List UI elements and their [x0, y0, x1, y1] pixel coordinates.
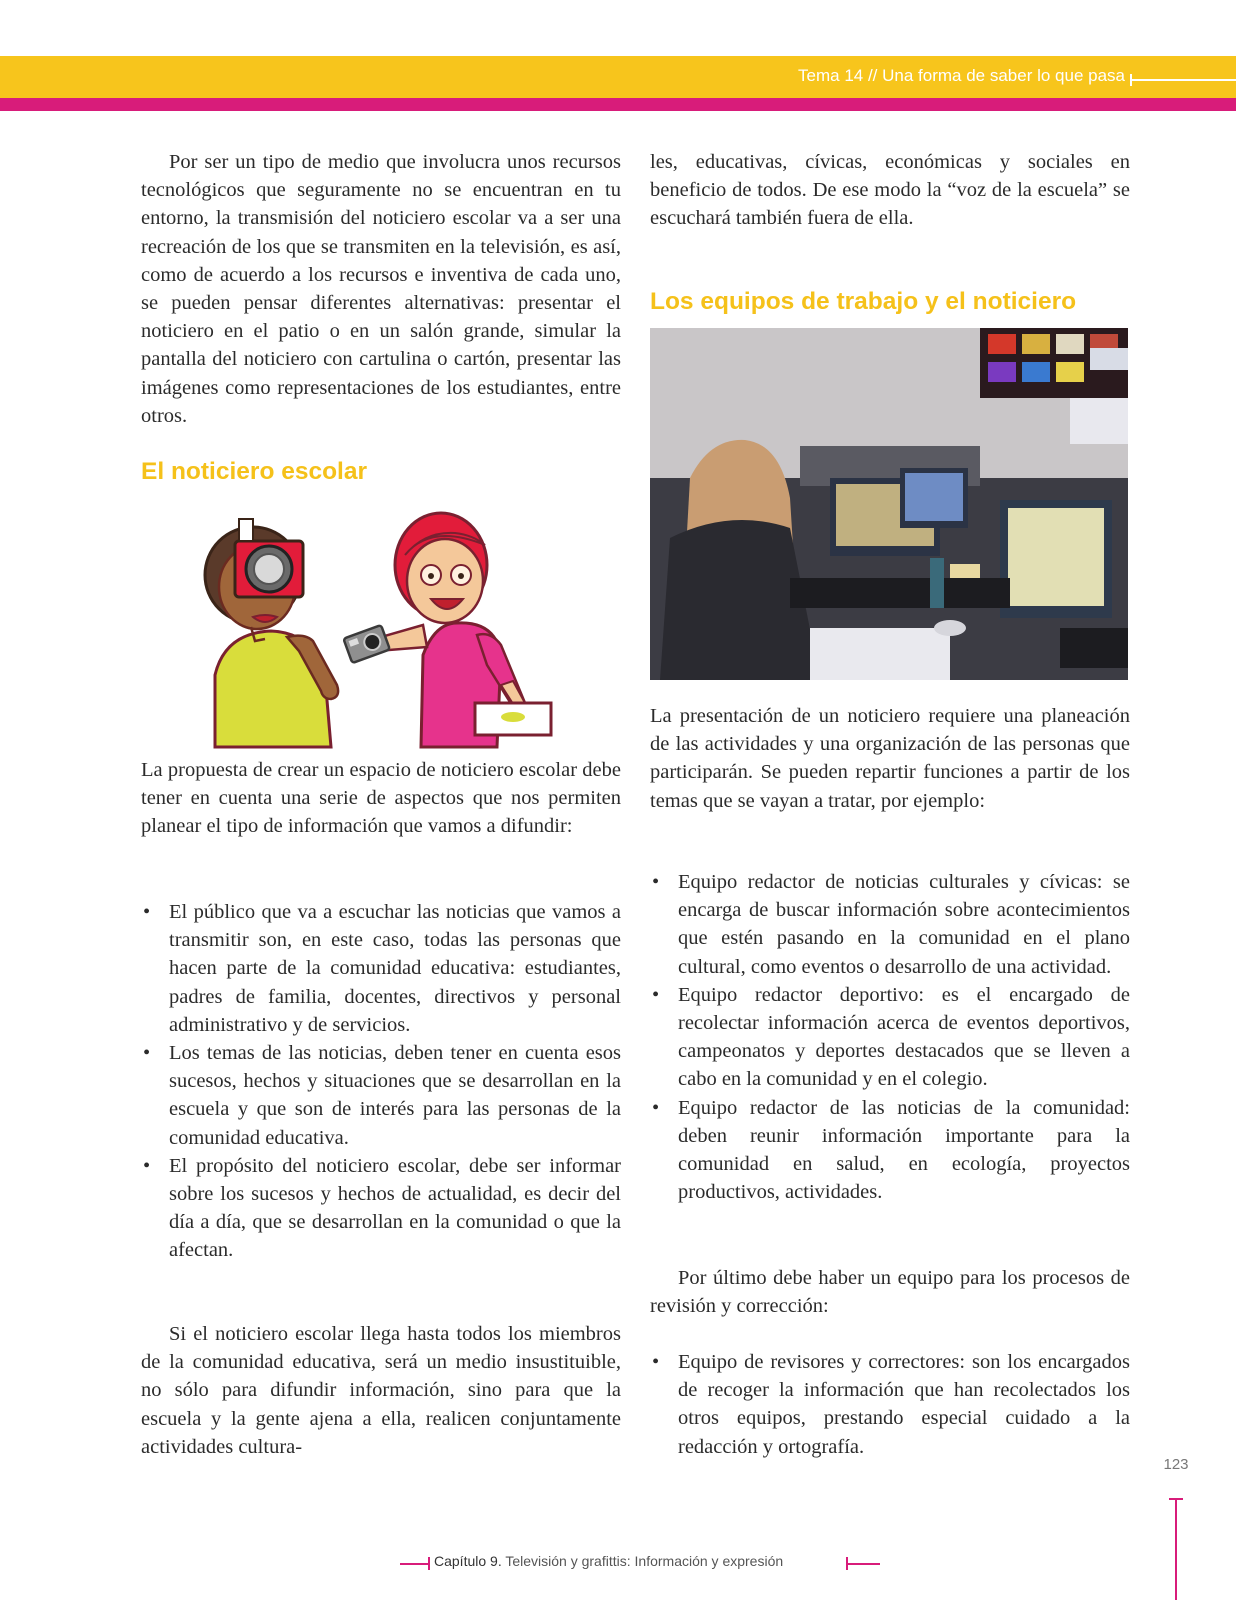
list-item: • Equipo redactor de las noticias de la comunidad: deben reunir información importante para la comunidad en salud, en ecología, proyectos productivos, actividades.: [650, 1094, 1130, 1207]
girl-figure: [343, 513, 551, 747]
list-item: • El propósito del noticiero escolar, debe ser informar sobre los sucesos y hechos de actualidad, es decir del día a día, que se desarrollan en la comunidad o que la afectan.: [141, 1152, 621, 1265]
list-item: • Equipo de revisores y correctores: son los encargados de recoger la información que han recolectados los otros equipos, prestando especial cuidado a la redacción y ortografía.: [650, 1348, 1130, 1461]
footer-chapter-title: Televisión y grafittis: Información y expresión: [501, 1553, 784, 1569]
newsroom-photo-art: [650, 328, 1128, 680]
footer-chapter-line: [434, 1553, 783, 1569]
section-heading-noticiero-escolar: El noticiero escolar: [141, 458, 368, 485]
bullet-glyph: •: [143, 1042, 151, 1065]
revision-paragraph: Por último debe haber un equipo para los procesos de revisión y corrección:: [650, 1267, 1130, 1318]
community-paragraph: Si el noticiero escolar llega hasta todos los miembros de la comunidad educativa, será un medio insustituible, no sólo para difundir información, sino para que la escuela y la gente ajena a ella, realicen conjuntamente actividades cultura-: [141, 1323, 621, 1458]
teams-list: [650, 868, 1130, 1206]
list-item: • El público que va a escuchar las noticias que vamos a transmitir son, en este caso, todas las personas que hacen parte de la comunidad educativa: estudiantes, padres de familia, docentes, directivos y personal administrativo y de servicios.: [141, 898, 621, 1039]
bullet-glyph: •: [652, 1351, 660, 1373]
boy-figure: [205, 519, 338, 747]
aspects-paragraph: La propuesta de crear un espacio de noticiero escolar debe tener en cuenta una serie de aspectos que nos permiten planear el tipo de información que vamos a difundir:: [141, 759, 621, 838]
section-heading-equipos: Los equipos de trabajo y el noticiero: [650, 288, 1077, 315]
revision-list: [650, 1348, 1130, 1461]
continuation-paragraph: les, educativas, cívicas, económicas y sociales en beneficio de todos. De ese modo la “voz de la escuela” se escuchará también fuera de ella.: [650, 151, 1130, 230]
bullet-glyph: •: [652, 1096, 660, 1119]
header-rule: [1130, 79, 1236, 81]
side-rule: [1175, 1498, 1177, 1600]
bullet-glyph: •: [652, 983, 660, 1006]
footer-chapter-number: Capítulo 9.: [434, 1553, 502, 1569]
running-header: Tema 14 // Una forma de saber lo que pasa: [798, 66, 1125, 85]
intro-paragraph: Por ser un tipo de medio que involucra unos recursos tecnológicos que seguramente no se encuentran en tu entorno, la transmisión del noticiero escolar va a ser una recreación de los que se transmiten en la televisión, es así, como de acuerdo a los recursos e inventiva de cada uno, se pueden pensar diferentes alternativas: presentar el noticiero en el patio o en un salón grande, simular la pantalla del noticiero con cartulina o cartón, presentar las imágenes como representaciones de los estudiantes, entre otros.: [141, 151, 621, 427]
aspects-list: [141, 898, 621, 1265]
bullet-glyph: •: [652, 871, 660, 893]
header-rule-tick: [1130, 74, 1132, 86]
bullet-glyph: •: [143, 1154, 151, 1177]
bullet-glyph: •: [143, 901, 151, 923]
list-item: • Equipo redactor deportivo: es el encargado de recolectar información acerca de eventos deportivos, campeonatos y deportes destacados que se lleven a cabo en la comunidad y en el colegio.: [650, 981, 1130, 1094]
list-item: • Equipo redactor de noticias culturales y cívicas: se encarga de buscar información sobre acontecimientos que estén pasando en la comunidad en el plano cultural, como eventos o desarrollo de una actividad.: [650, 868, 1130, 981]
planning-paragraph: La presentación de un noticiero requiere una planeación de las actividades y una organización de las personas que participarán. Se pueden repartir funciones a partir de los temas que se vayan a tratar, por ejemplo:: [650, 705, 1130, 812]
header-stripe: [0, 98, 1236, 111]
newsroom-photo: [650, 328, 1128, 680]
page-number: 123: [1163, 1456, 1189, 1473]
children-illustration: [195, 505, 570, 755]
list-item: • Los temas de las noticias, deben tener en cuenta esos sucesos, hechos y situaciones que se desarrollan en la escuela y que son de interés para las personas de la comunidad educativa.: [141, 1039, 621, 1152]
